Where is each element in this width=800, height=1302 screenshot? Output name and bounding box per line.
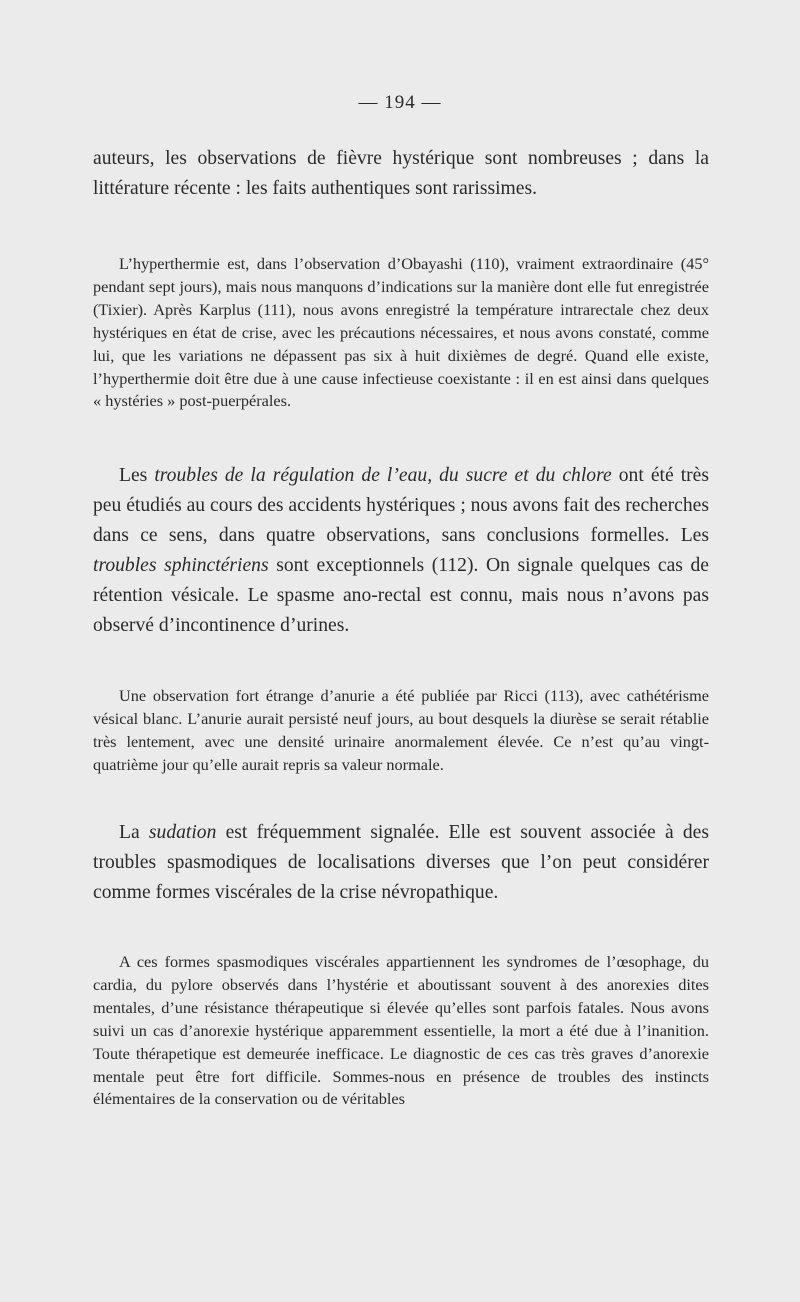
page-body [93,144,709,1111]
paragraph-3-italic-term-2: troubles sphinctériens [93,555,269,577]
page-number: — 194 — [358,92,442,113]
paragraph-2: L’hyperthermie est, dans l’observation d’Obayashi (110), vraiment extraordinaire (45° pendant sept jours), mais nous manquons d’indications sur la manière dont elle fut enregistrée (Tixier). Après Karplus (111), nous avons enregistré la température intrarectale chez deux hystériques en état de crise, avec les précautions nécessaires, et nous avons constaté, comme lui, que les variations ne dépassent pas six à huit dixièmes de degré. Quand elle existe, l’hyperthermie doit être due à une cause infectieuse coexistante : il en est ainsi dans quelques « hystéries » post-puerpérales. [93,254,709,411]
paragraph-3-lead: Les [119,465,155,487]
paragraph-5 [93,818,709,908]
paragraph-3 [93,461,709,641]
paragraph-3-middle: ont été très peu étudiés au cours des accidents hystériques ; nous avons fait des recherches dans ce sens, dans quatre observations, sans conclusions formelles. Les [93,465,709,547]
paragraph-5-tail: est fréquemment signalée. Elle est souvent associée à des troubles spasmodiques de localisations diverses que l’on peut considérer comme formes viscérales de la crise névropathique. [93,821,709,903]
paragraph-3-italic-term: troubles de la régulation de l’eau, du sucre et du chlore [154,465,612,487]
paragraph-5-lead: La [119,821,149,843]
paragraph-1: auteurs, les observations de fièvre hystérique sont nombreuses ; dans la littérature récente : les faits authentiques sont rarissimes. [93,148,709,199]
paragraph-3-tail: sont exceptionnels (112). On signale quelques cas de rétention vésicale. Le spasme ano-rectal est connu, mais nous n’avons pas observé d’incontinence d’urines. [93,555,709,637]
paragraph-6: A ces formes spasmodiques viscérales appartiennent les syndromes de l’œsophage, du cardia, du pylore observés dans l’hystérie et aboutissant souvent à des anorexies dites mentales, d’une résistance thérapeutique si élevée qu’elles sont parfois fatales. Nous avons suivi un cas d’anorexie hystérique apparemment essentielle, la mort a été due à l’inanition. Toute thérapetique est demeurée inefficace. Le diagnostic de ces cas très graves d’anorexie mentale peut être fort difficile. Sommes-nous en présence de troubles des instincts élémentaires de la conservation ou de véritables [93,951,709,1109]
paragraph-5-italic-term: sudation [148,821,217,843]
paragraph-4: Une observation fort étrange d’anurie a été publiée par Ricci (113), avec cathétérisme vésical blanc. L’anurie aurait persisté neuf jours, au bout desquels la diurèse se serait rétablie très lentement, avec une densité urinaire anormalement élevée. Ce n’est qu’au vingt-quatrième jour qu’elle aurait repris sa valeur normale. [93,686,709,775]
